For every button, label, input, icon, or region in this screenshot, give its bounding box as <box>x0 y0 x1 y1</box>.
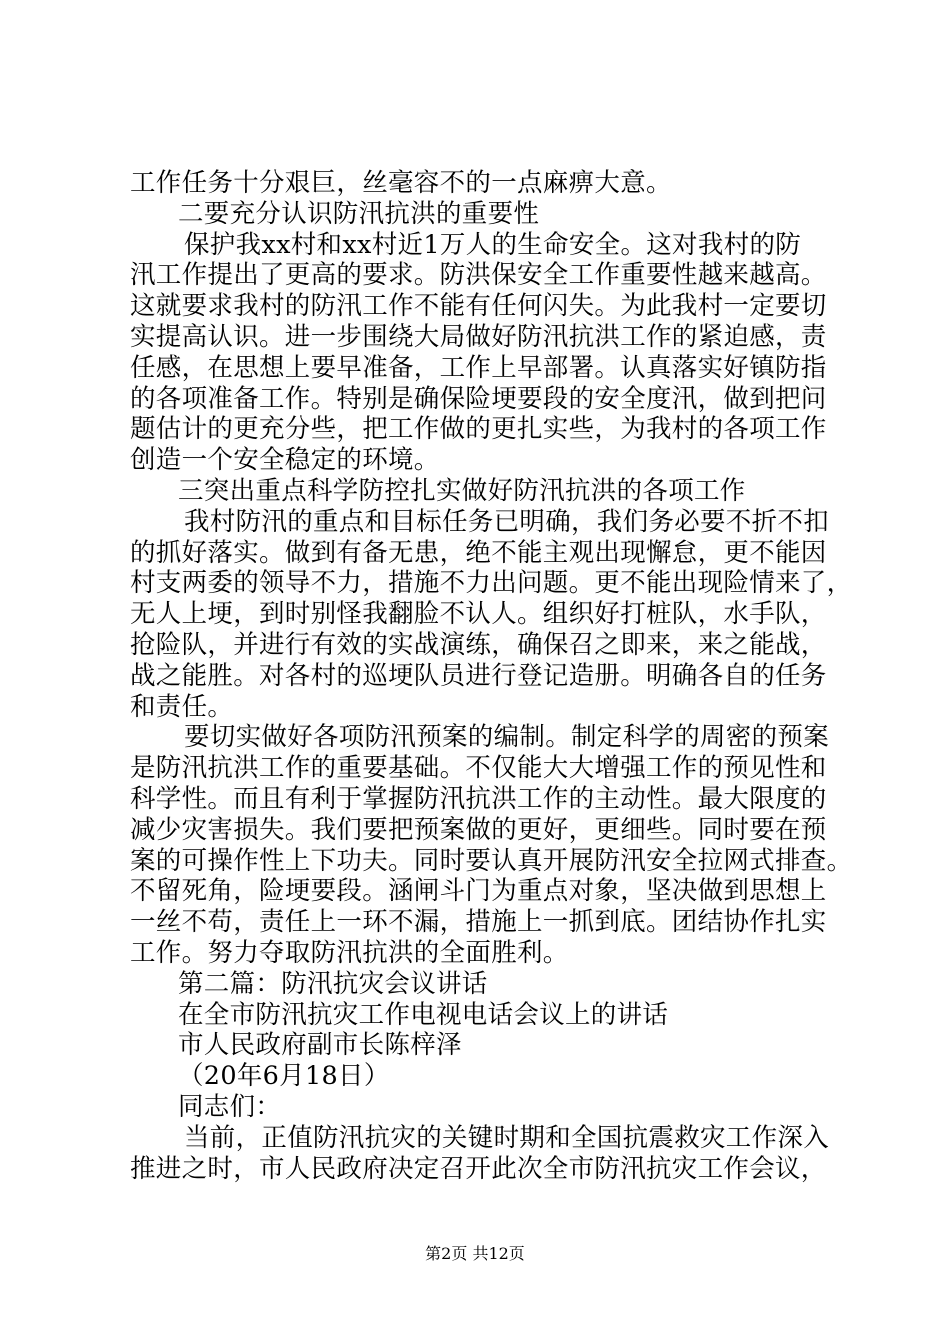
text-line: 案的可操作性上下功夫。同时要认真开展防汛安全拉网式排查。 <box>130 845 853 876</box>
text-line: 三突出重点科学防控扎实做好防汛抗洪的各项工作 <box>178 475 746 506</box>
text-line: 战之能胜。对各村的巡埂队员进行登记造册。明确各自的任务 <box>130 660 827 691</box>
text-line: 当前，正值防汛抗灾的关键时期和全国抗震救灾工作深入 <box>184 1122 830 1153</box>
text-line: 实提高认识。进一步围绕大局做好防汛抗洪工作的紧迫感，责 <box>130 321 827 352</box>
text-line: 汛工作提出了更高的要求。防洪保安全工作重要性越来越高。 <box>130 260 827 291</box>
text-line: 创造一个安全稳定的环境。 <box>130 445 440 476</box>
text-line: （20年6月18日） <box>178 1061 390 1092</box>
text-line: 要切实做好各项防汛预案的编制。制定科学的周密的预案 <box>184 722 830 753</box>
page-footer: 第2页 共12页 <box>425 1244 525 1263</box>
text-line: 工作。努力夺取防汛抗洪的全面胜利。 <box>130 937 569 968</box>
text-line: 和责任。 <box>130 691 234 722</box>
text-line: 任感，在思想上要早准备，工作上早部署。认真落实好镇防指 <box>130 352 827 383</box>
text-line: 题估计的更充分些，把工作做的更扎实些，为我村的各项工作 <box>130 414 827 445</box>
text-line: 第二篇：防汛抗灾会议讲话 <box>178 968 488 999</box>
text-line: 无人上埂，到时别怪我翻脸不认人。组织好打桩队，水手队， <box>130 599 827 630</box>
text-line: 保护我xx村和xx村近1万人的生命安全。这对我村的防 <box>184 229 802 260</box>
text-line: 二要充分认识防汛抗洪的重要性 <box>178 198 540 229</box>
text-line: 是防汛抗洪工作的重要基础。不仅能大大增强工作的预见性和 <box>130 753 827 784</box>
text-line: 在全市防汛抗灾工作电视电话会议上的讲话 <box>178 999 669 1030</box>
text-line: 不留死角，险埂要段。涵闸斗门为重点对象，坚决做到思想上 <box>130 876 827 907</box>
text-line: 一丝不苟，责任上一环不漏，措施上一抓到底。团结协作扎实 <box>130 907 827 938</box>
document-body <box>130 168 853 1184</box>
text-line: 抢险队，并进行有效的实战演练，确保召之即来，来之能战， <box>130 629 827 660</box>
text-line: 我村防汛的重点和目标任务已明确，我们务必要不折不扣 <box>184 506 830 537</box>
text-line: 村支两委的领导不力，措施不力出问题。更不能出现险情来了， <box>130 568 853 599</box>
text-line: 同志们： <box>178 1091 282 1122</box>
text-line: 科学性。而且有利于掌握防汛抗洪工作的主动性。最大限度的 <box>130 783 827 814</box>
text-line: 的抓好落实。做到有备无患，绝不能主观出现懈怠，更不能因 <box>130 537 827 568</box>
text-line: 工作任务十分艰巨，丝毫容不的一点麻痹大意。 <box>130 168 672 198</box>
text-line: 这就要求我村的防汛工作不能有任何闪失。为此我村一定要切 <box>130 291 827 322</box>
text-line: 市人民政府副市长陈梓泽 <box>178 1030 462 1061</box>
text-line: 的各项准备工作。特别是确保险埂要段的安全度汛，做到把问 <box>130 383 827 414</box>
text-line: 推进之时，市人民政府决定召开此次全市防汛抗灾工作会议， <box>130 1153 827 1184</box>
text-line: 减少灾害损失。我们要把预案做的更好，更细些。同时要在预 <box>130 814 827 845</box>
